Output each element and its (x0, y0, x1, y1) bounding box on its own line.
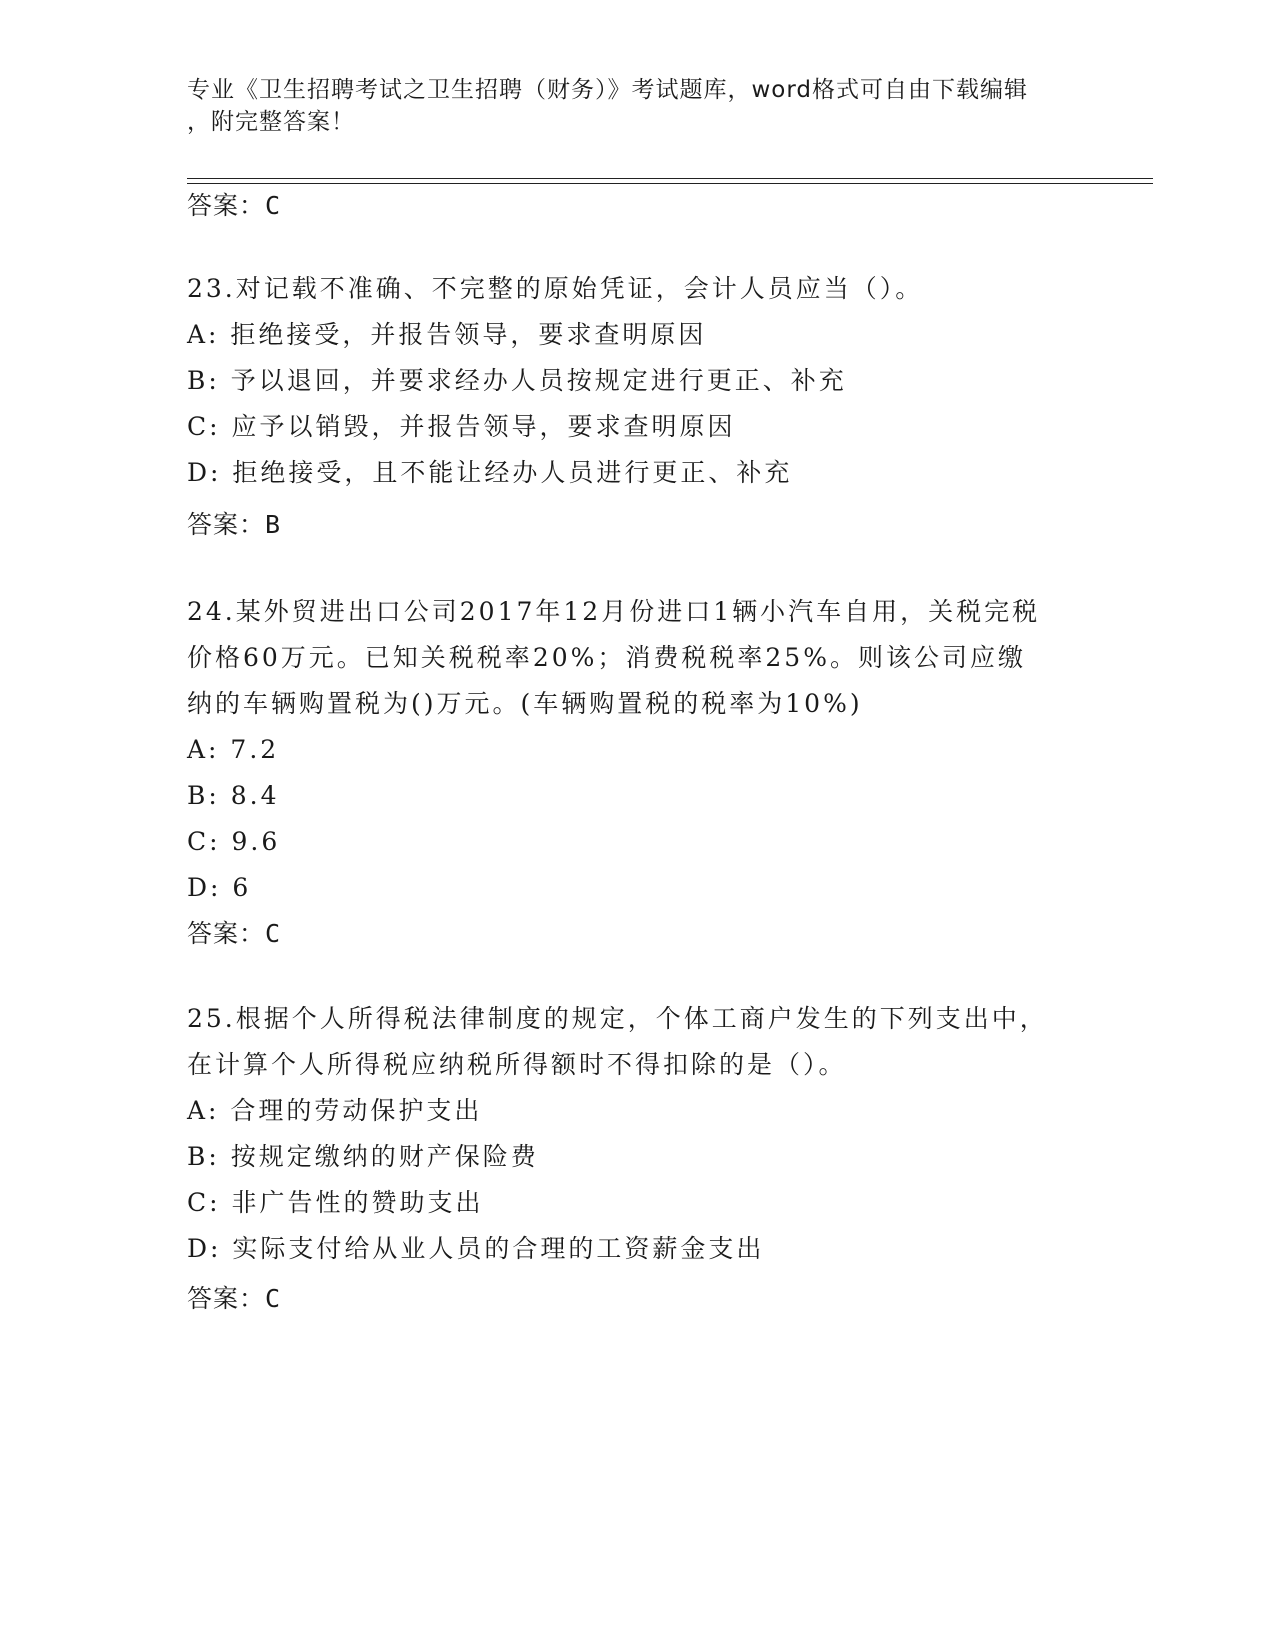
header-line-2: ，附完整答案！ (187, 109, 355, 135)
answer-label: 答案： (187, 510, 266, 539)
question-line-1: 24.某外贸进出口公司2017年12月份进口1辆小汽车自用，关税完税 (187, 597, 1041, 626)
option-b: B: 按规定缴纳的财产保险费 (187, 1142, 539, 1171)
header-divider-top (187, 178, 1153, 179)
answer-22 (187, 190, 281, 222)
header-line-1: 专业《卫生招聘考试之卫生招聘（财务）》考试题库，word格式可自由下载编辑 (187, 77, 1029, 103)
question-line-2: 价格60万元。已知关税税率20%；消费税税率25%。则该公司应缴 (187, 643, 1026, 672)
option-d: D: 6 (187, 873, 252, 902)
question-line-1: 25.根据个人所得税法律制度的规定，个体工商户发生的下列支出中， (187, 1004, 1048, 1033)
question-line-2: 在计算个人所得税应纳税所得额时不得扣除的是（）。 (187, 1050, 847, 1079)
answer-value: C (265, 1284, 282, 1313)
answer-label: 答案： (187, 1284, 266, 1313)
option-c: C: 9.6 (187, 827, 281, 856)
question-line-3: 纳的车辆购置税为()万元。(车辆购置税的税率为10%) (187, 689, 863, 718)
option-a: A: 拒绝接受，并报告领导，要求查明原因 (187, 320, 707, 349)
answer-25 (187, 1283, 281, 1315)
option-c: C: 应予以销毁，并报告领导，要求查明原因 (187, 412, 736, 441)
option-b: B: 予以退回，并要求经办人员按规定进行更正、补充 (187, 366, 847, 395)
question-23 (187, 266, 1087, 496)
option-b: B: 8.4 (187, 781, 280, 810)
question-text: 23.对记载不准确、不完整的原始凭证，会计人员应当（）。 (187, 274, 924, 303)
option-d: D: 拒绝接受，且不能让经办人员进行更正、补充 (187, 458, 793, 487)
option-d: D: 实际支付给从业人员的合理的工资薪金支出 (187, 1234, 765, 1263)
answer-24 (187, 918, 281, 950)
answer-value: C (265, 191, 282, 220)
question-25 (187, 996, 1087, 1272)
answer-23 (187, 509, 281, 541)
option-a: A: 合理的劳动保护支出 (187, 1096, 483, 1125)
question-24 (187, 589, 1087, 911)
answer-label: 答案： (187, 191, 266, 220)
document-header (187, 74, 1077, 138)
answer-label: 答案： (187, 919, 266, 948)
header-divider-bottom (187, 183, 1153, 184)
answer-value: B (265, 510, 282, 539)
option-c: C: 非广告性的赞助支出 (187, 1188, 484, 1217)
option-a: A: 7.2 (187, 735, 280, 764)
answer-value: C (265, 919, 282, 948)
